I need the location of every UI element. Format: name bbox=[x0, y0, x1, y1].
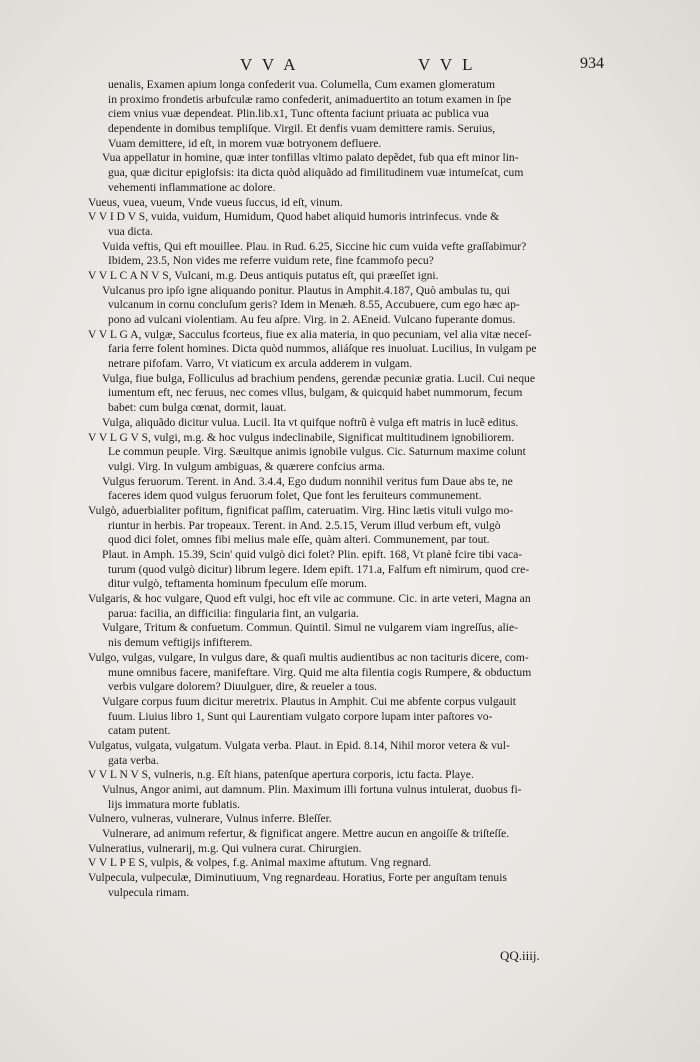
text-line: Vulgaris, & hoc vulgare, Quod eft vulgi, hoc eft vile ac commune. Cic. in arte veteri, Magna an bbox=[88, 592, 531, 606]
text-line: Vulcanus pro ipſo igne aliquando ponitur. Plautus in Amphit.4.187, Quò ambulas tu, qui bbox=[102, 283, 510, 297]
text-line: uenalis, Examen apium longa confederit vua. Columella, Cum examen glomeratum bbox=[108, 78, 495, 91]
text-line: lijs immatura morte fublatis. bbox=[108, 797, 241, 811]
text-line: mune omnibus facere, manifeftare. Virg. Quid me alta filentia cogis Rumpere, & obductum bbox=[108, 665, 532, 679]
text-line: faria ferre folent homines. Dicta quòd nummos, aliáſque res inuoluat. Lucilius, In vulgam pe bbox=[108, 342, 537, 356]
header-right-guideword: V V L bbox=[418, 55, 476, 74]
text-line: V V I D V S, vuida, vuidum, Humidum, Quod habet aliquid humoris intrinfecus. vnde & bbox=[88, 210, 500, 224]
text-line: vulgi. Virg. In vulgum ambiguas, & quærere confcius arma. bbox=[108, 459, 386, 473]
text-line: faceres idem quod vulgus feruorum folet, Que font les feruiteurs communement. bbox=[108, 489, 482, 503]
text-line: V V L P E S, vulpis, & volpes, f.g. Animal maxime aftutum. Vng regnard. bbox=[88, 856, 432, 870]
page-number: 934 bbox=[580, 55, 604, 72]
text-line: parua: facilia, an difficilia: fingularia fint, an vulgaria. bbox=[108, 606, 359, 620]
text-line: babet: cum bulga cœnat, dormit, lauat. bbox=[108, 401, 287, 415]
text-line: in proximo frondetis arbufculæ ramo confederit, animaduertito an totum examen in ſpe bbox=[108, 92, 512, 106]
text-line: Vulnus, Angor animi, aut damnum. Plin. Maximum illi fortuna vulnus intulerat, duobus fi- bbox=[102, 783, 522, 796]
text-line: fuum. Liuius libro 1, Sunt qui Laurentiam vulgato corpore lupam inter paſtores vo- bbox=[108, 709, 493, 723]
text-line: pono ad vulcani violentiam. Au feu aſpre. Virg. in 2. AEneid. Vulcano fuperante domus. bbox=[108, 313, 516, 326]
text-line: Vua appellatur in homine, quæ inter tonfillas vltimo palato depẽdet, fub qua eft minor lin- bbox=[102, 151, 519, 165]
signature-mark: QQ.iiij. bbox=[500, 948, 540, 963]
text-line: vulpecula rimam. bbox=[108, 885, 190, 899]
text-line: vulcanum in cornu concluſum geris? Idem in Menæh. 8.55, Accubuere, cum ego hæc ap- bbox=[108, 298, 520, 312]
text-line: Vulpecula, vulpeculæ, Diminutiuum, Vng regnardeau. Horatius, Forte per anguſtam tenuis bbox=[88, 871, 507, 885]
text-line: vua dicta. bbox=[108, 224, 154, 238]
text-line: Vulga, aliquãdo dicitur vulua. Lucil. Ita vt quifque noftrũ è vulga eft matris in lucẽ editus. bbox=[102, 415, 519, 429]
text-line: Vueus, vuea, vueum, Vnde vueus ſuccus, id eſt, vinum. bbox=[88, 195, 343, 209]
text-line: Le commun peuple. Virg. Sæuitque animis ignobile vulgus. Cic. Saturnum maxime colunt bbox=[108, 445, 526, 459]
text-line: Vulnero, vulneras, vulnerare, Vulnus inferre. Bleſſer. bbox=[88, 812, 332, 826]
dictionary-entries bbox=[88, 78, 618, 901]
text-line: Ibidem, 23.5, Non vides me referre vuidum rete, fine fcammofo pecu? bbox=[108, 254, 434, 268]
text-line: vehementi inflammatione ac dolore. bbox=[108, 180, 276, 194]
text-line: turum (quod vulgò dicitur) librum legere. Idem epift. 171.a, Falfum eft nimirum, quod cre- bbox=[108, 562, 530, 576]
text-line: V V L N V S, vulneris, n.g. Eſt hians, patenſque apertura corporis, ictu facta. Playe. bbox=[88, 768, 474, 782]
text-line: nis demum veftigijs infifterem. bbox=[108, 636, 253, 650]
text-line: Vulgò, aduerbialiter pofitum, fignificat paſſim, cateruatim. Virg. Hinc lætis vituli vulgo mo- bbox=[88, 503, 514, 517]
text-line: Vuida veftis, Qui eft mouillee. Plau. in Rud. 6.25, Siccine hic cum vuida vefte graſſabimur? bbox=[102, 239, 527, 253]
text-line: V V L C A N V S, Vulcani, m.g. Deus antiquis putatus eſt, qui præeſſet igni. bbox=[88, 268, 439, 282]
text-line: Vulgus feruorum. Terent. in And. 3.4.4, Ego dudum nonnihil veritus fum Daue abs te, ne bbox=[102, 474, 513, 488]
running-header bbox=[0, 55, 700, 79]
text-line: Vuam demittere, id eſt, in morem vuæ botryonem defluere. bbox=[108, 136, 382, 150]
text-line: Vulgare corpus fuum dicitur meretrix. Plautus in Amphit. Cui me abfente corpus vulgauit bbox=[102, 694, 517, 708]
text-line: Vulnerare, ad animum refertur, & fignificat angere. Mettre aucun en angoiſſe & triſteſſe. bbox=[102, 827, 510, 841]
text-line: Vulgo, vulgas, vulgare, In vulgus dare, & quaſi multis audientibus ac non tacituris dicere, com- bbox=[88, 650, 529, 664]
text-line: ciem vnius vuæ dependeat. Plin.lib.x1, Tunc oftenta faciunt priuata ac publica vua bbox=[108, 107, 489, 121]
text-line: ditur vulgò, teftamenta hominum fpeculum eſſe morum. bbox=[108, 577, 367, 591]
text-line: quod dici folet, omnes fibi melius male eſſe, quàm alteri. Communement, par tout. bbox=[108, 533, 490, 547]
text-line: dependente in domibus templiſque. Virgil. Et denfis vuam demittere ramis. Seruius, bbox=[108, 122, 496, 136]
text-line: gata verba. bbox=[108, 753, 159, 767]
text-line: Vulga, fiue bulga, Folliculus ad brachium pendens, gerendæ pecuniæ gratia. Lucil. Cui neque bbox=[102, 371, 535, 385]
text-line: gua, quæ dicitur epiglofsis: ita dicta quòd aliquãdo ad fimilitudinem vuæ intumeſcat, cum bbox=[108, 166, 524, 180]
text-line: V V L G V S, vulgi, m.g. & hoc vulgus indeclinabile, Significat multitudinem ignobiliorem. bbox=[88, 430, 515, 444]
text-line: riuntur in herbis. Par tropeaux. Terent. in And. 2.5.15, Verum illud verbum eft, vulgò bbox=[108, 518, 501, 532]
header-left-guideword: V V A bbox=[240, 55, 299, 74]
text-line: catam putent. bbox=[108, 724, 171, 738]
text-line: V V L G A, vulgæ, Sacculus fcorteus, fiue ex alia materia, in quo pecuniam, vel alia vitæ neceſ- bbox=[88, 327, 532, 341]
text-line: Plaut. in Amph. 15.39, Scin' quid vulgò dici folet? Plin. epift. 168, Vt planè fcire tibi vaca- bbox=[102, 548, 523, 561]
text-line: iumentum eft, nec feruus, nec comes vllus, bulgam, & quicquid habet nummorum, fecum bbox=[108, 386, 523, 400]
text-line: Vulgatus, vulgata, vulgatum. Vulgata verba. Plaut. in Epid. 8.14, Nihil moror vetera & vul- bbox=[88, 738, 510, 752]
text-line: Vulgare, Tritum & confuetum. Commun. Quintil. Simul ne vulgarem viam ingreſſus, alie- bbox=[102, 621, 518, 635]
text-line: Vulneratius, vulnerarij, m.g. Qui vulnera curat. Chirurgien. bbox=[88, 841, 362, 855]
text-line: verbis vulgare dolorem? Diuulguer, dire, & reueler a tous. bbox=[108, 680, 377, 694]
text-line: netrare pifofam. Varro, Vt viaticum ex arcula adderem in vulgam. bbox=[108, 357, 413, 371]
